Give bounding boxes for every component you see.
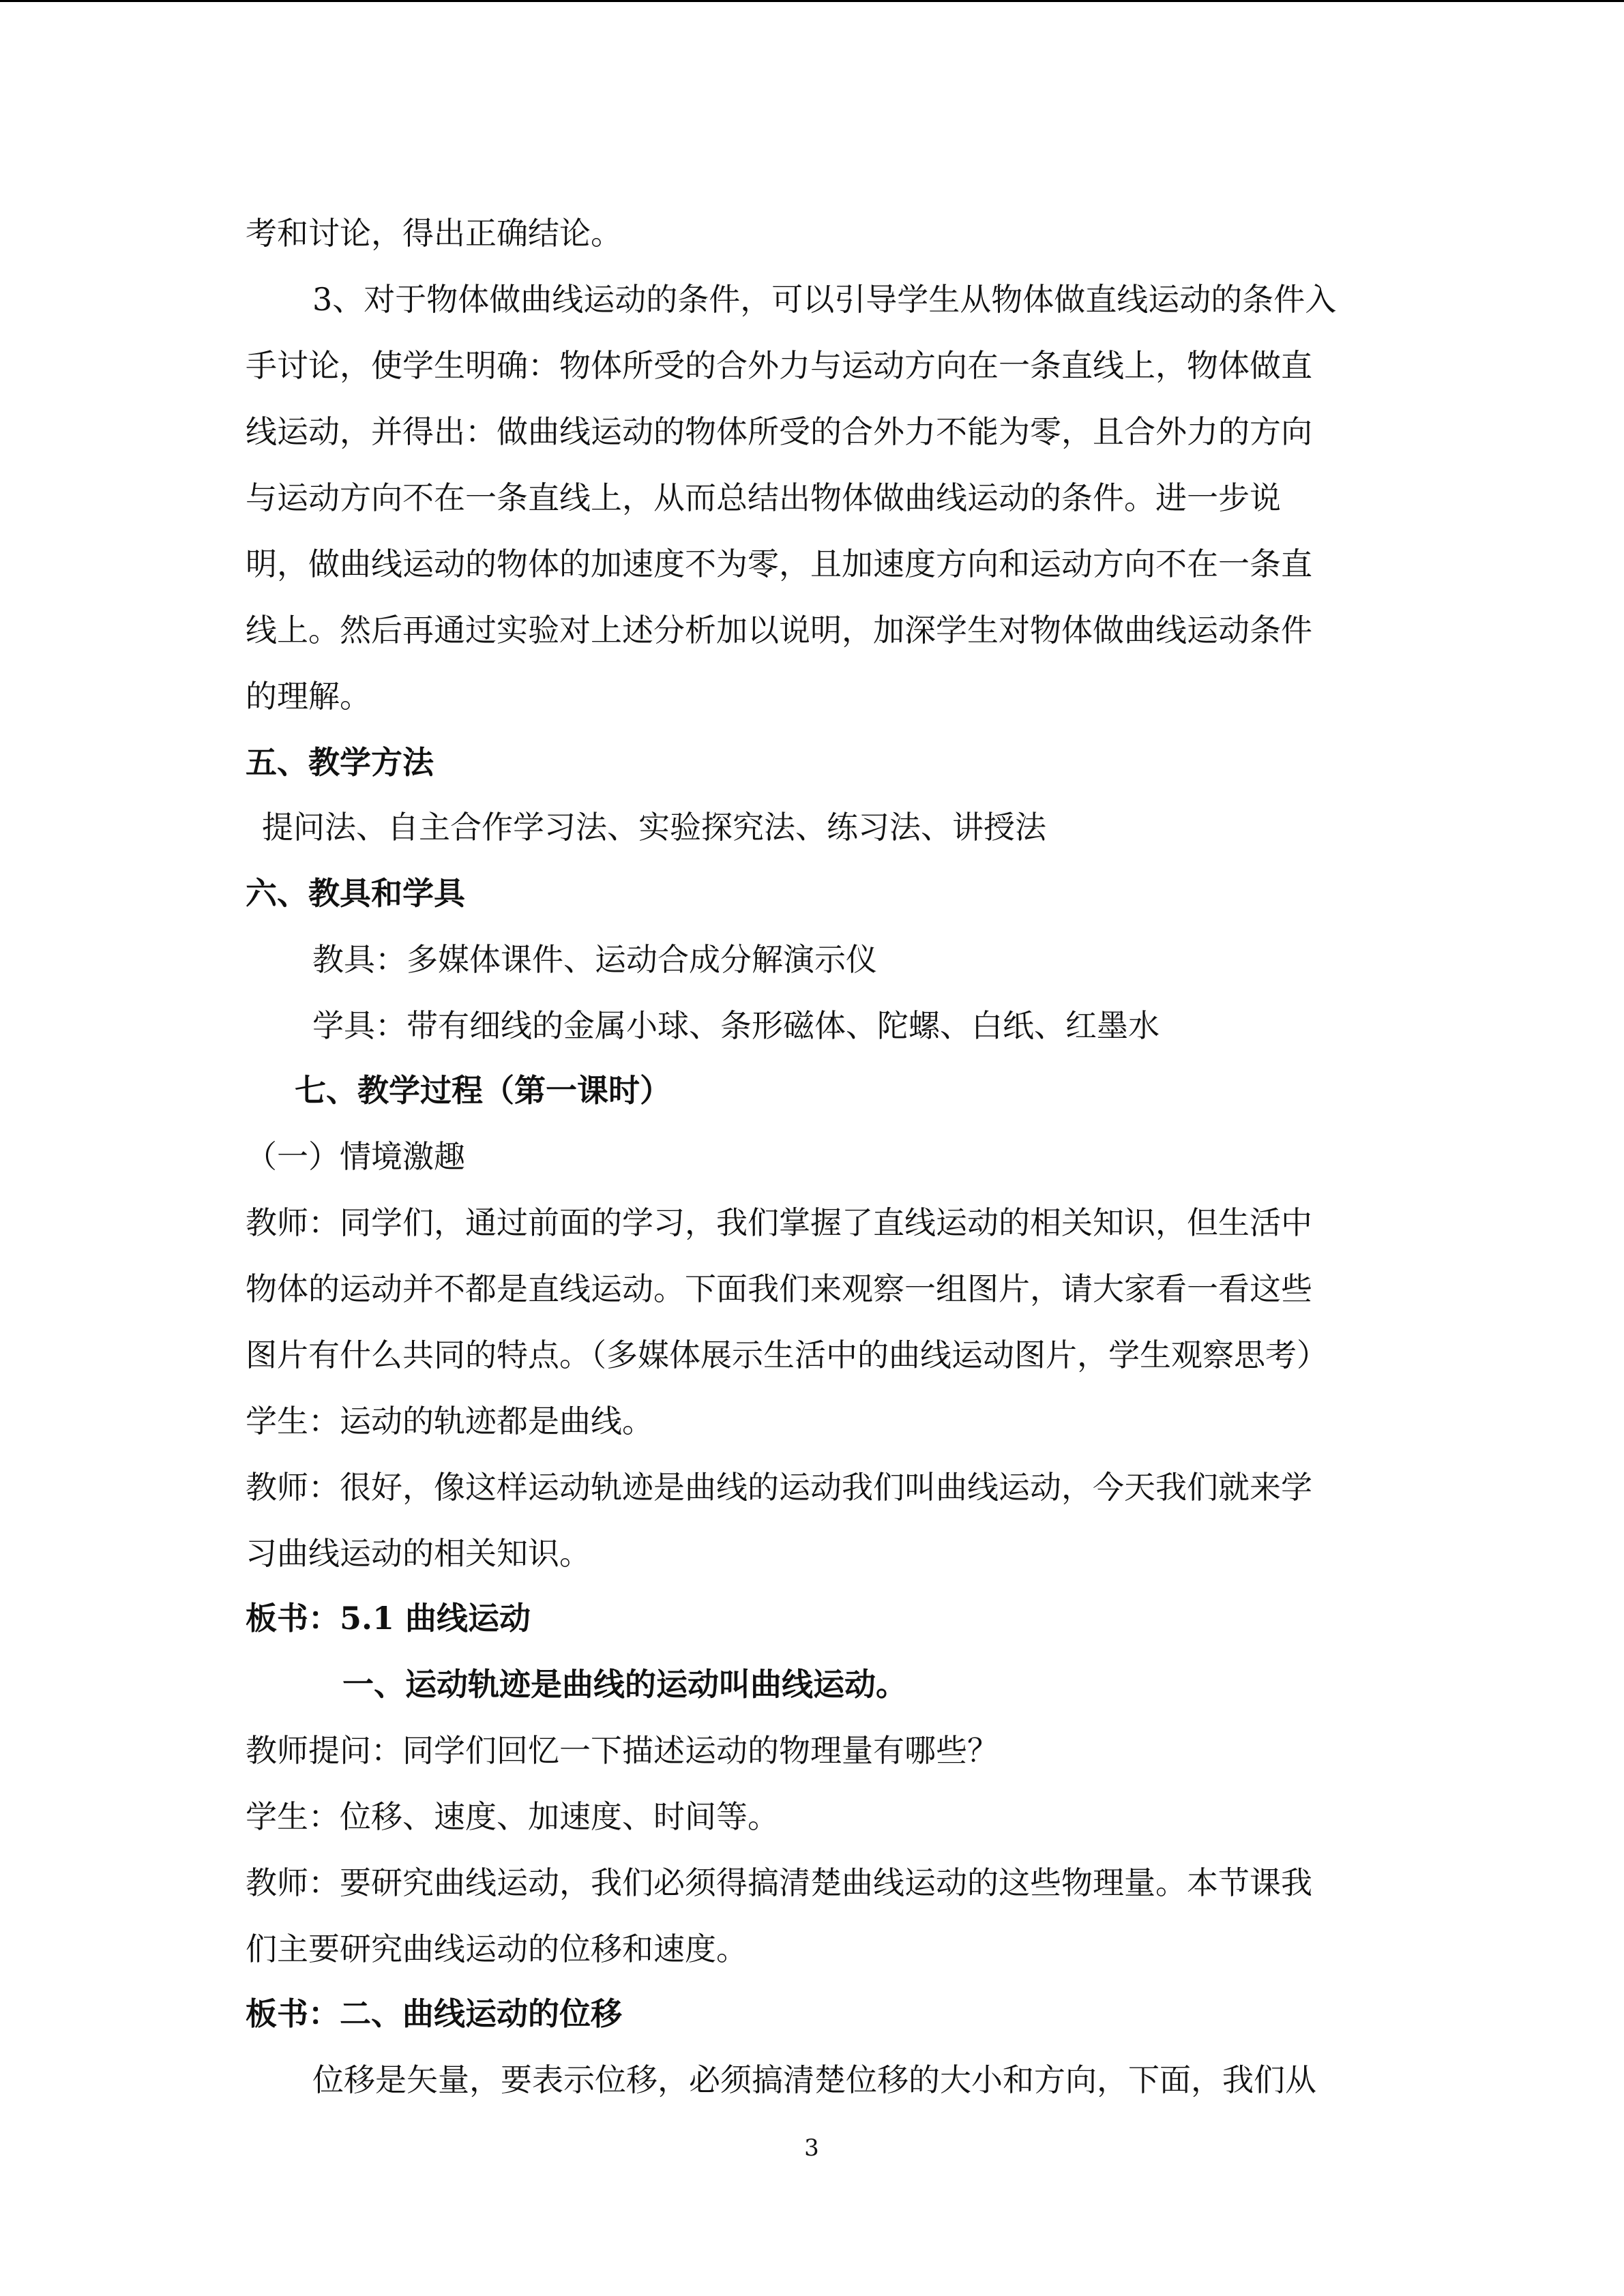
- dialogue-line: 教师：要研究曲线运动，我们必须得搞清楚曲线运动的这些物理量。本节课我: [246, 1864, 1312, 1901]
- section-heading: 七、教学过程（第一课时）: [295, 1072, 671, 1109]
- paragraph-line: 3、对于物体做曲线运动的条件，可以引导学生从物体做直线运动的条件入: [312, 281, 1337, 318]
- paragraph-line: 们主要研究曲线运动的位移和速度。: [246, 1930, 748, 1967]
- subsection-heading: （一）情境激趣: [246, 1138, 465, 1175]
- dialogue-line: 学生：运动的轨迹都是曲线。: [246, 1403, 653, 1440]
- paragraph-line: 手讨论，使学生明确：物体所受的合外力与运动方向在一条直线上，物体做直: [246, 347, 1312, 384]
- blackboard-heading: 板书：二、曲线运动的位移: [246, 1995, 622, 2032]
- paragraph-line: 图片有什么共同的特点。（多媒体展示生活中的曲线运动图片，学生观察思考）: [246, 1337, 1328, 1373]
- dialogue-line: 学生：位移、速度、加速度、时间等。: [246, 1798, 779, 1835]
- blackboard-point: 一、运动轨迹是曲线的运动叫曲线运动。: [342, 1666, 907, 1703]
- paragraph-line: 与运动方向不在一条直线上，从而总结出物体做曲线运动的条件。进一步说: [246, 479, 1281, 516]
- paragraph-line: 线运动，并得出：做曲线运动的物体所受的合外力不能为零，且合外力的方向: [246, 413, 1312, 450]
- page-top-border: [0, 0, 1624, 2]
- dialogue-line: 教师：很好，像这样运动轨迹是曲线的运动我们叫曲线运动，今天我们就来学: [246, 1469, 1312, 1506]
- page-number: 3: [804, 2134, 819, 2162]
- blackboard-heading: 板书：5.1 曲线运动: [246, 1600, 531, 1637]
- paragraph-line: 的理解。: [246, 678, 371, 715]
- paragraph-line: 教具：多媒体课件、运动合成分解演示仪: [312, 941, 877, 978]
- paragraph-line: 习曲线运动的相关知识。: [246, 1535, 591, 1572]
- paragraph-line: 提问法、自主合作学习法、实验探究法、练习法、讲授法: [262, 809, 1046, 846]
- dialogue-line: 教师提问：同学们回忆一下描述运动的物理量有哪些？: [246, 1732, 999, 1769]
- paragraph-line: 学具：带有细线的金属小球、条形磁体、陀螺、白纸、红墨水: [312, 1007, 1160, 1044]
- paragraph-line: 物体的运动并不都是直线运动。下面我们来观察一组图片，请大家看一看这些: [246, 1270, 1312, 1307]
- paragraph-line: 位移是矢量，要表示位移，必须搞清楚位移的大小和方向，下面，我们从: [312, 2061, 1316, 2098]
- paragraph-line: 明，做曲线运动的物体的加速度不为零，且加速度方向和运动方向不在一条直: [246, 546, 1312, 582]
- paragraph-line: 线上。然后再通过实验对上述分析加以说明，加深学生对物体做曲线运动条件: [246, 612, 1312, 648]
- section-heading: 六、教具和学具: [246, 875, 465, 912]
- section-heading: 五、教学方法: [246, 744, 434, 781]
- paragraph-line: 考和讨论，得出正确结论。: [246, 215, 622, 252]
- dialogue-line: 教师：同学们，通过前面的学习，我们掌握了直线运动的相关知识，但生活中: [246, 1204, 1312, 1241]
